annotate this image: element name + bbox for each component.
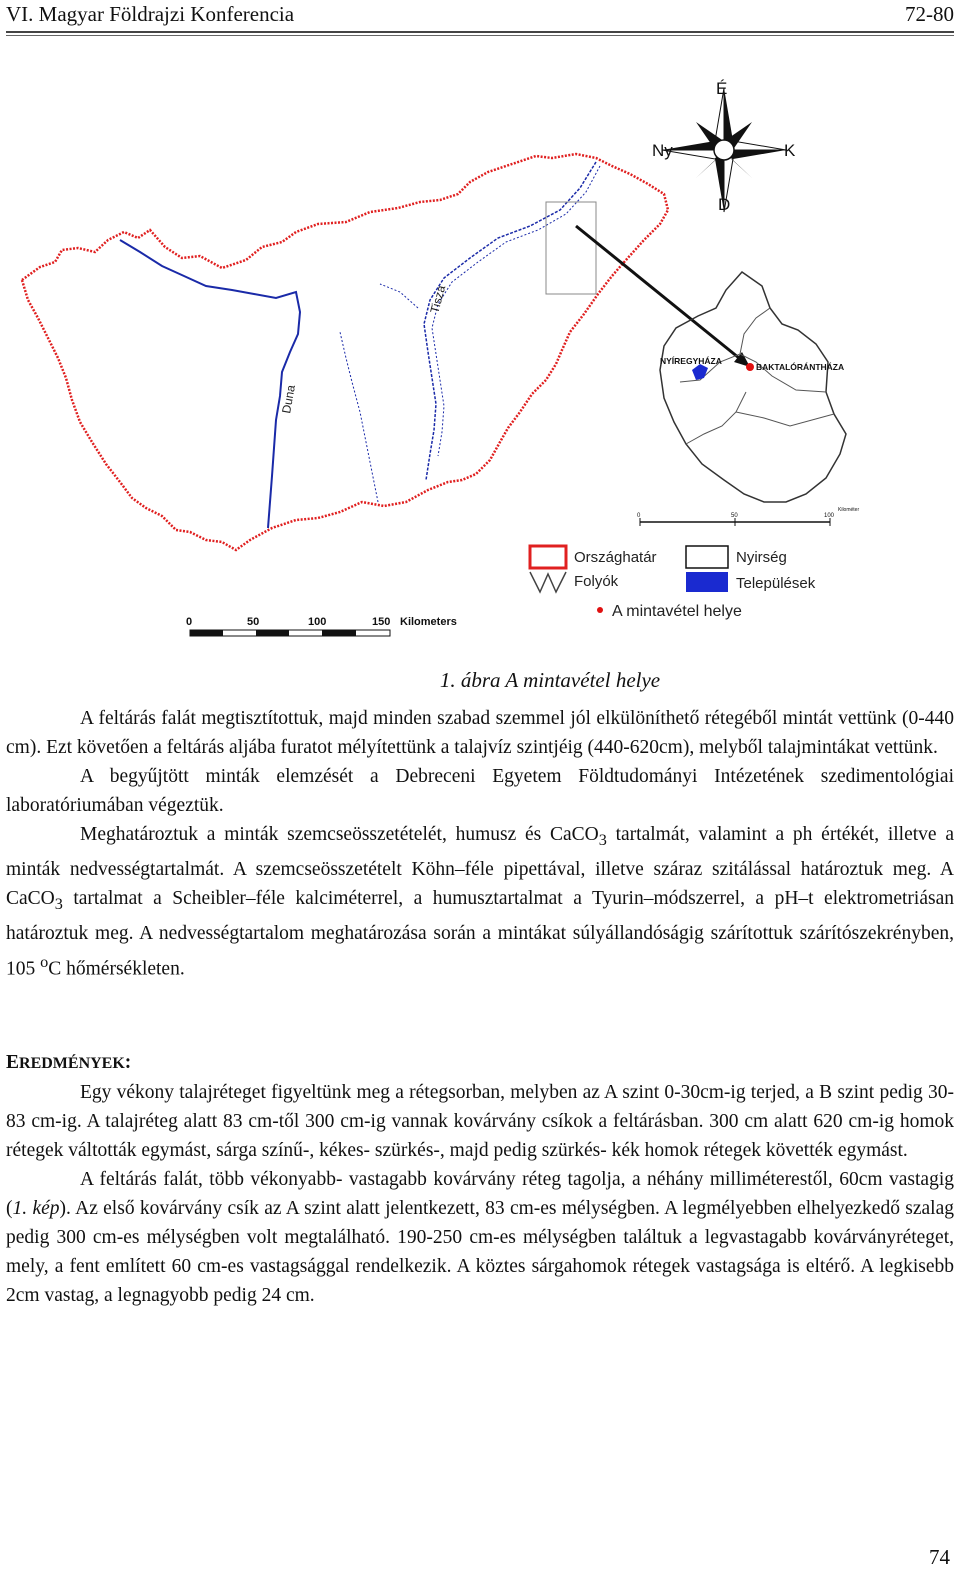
river-minor	[380, 284, 418, 308]
legend-label-sample: A mintavétel helye	[612, 603, 742, 620]
compass-north: É	[716, 79, 728, 98]
nyirseg-inner	[736, 412, 834, 426]
legend-label-border: Országhatár	[574, 549, 657, 566]
svg-text:0: 0	[637, 513, 641, 519]
river-duna	[120, 240, 300, 528]
legend-label-rivers: Folyók	[574, 573, 619, 590]
location-map	[0, 62, 960, 662]
header-rule	[6, 31, 954, 33]
svg-text:Kilométer: Kilométer	[838, 507, 860, 513]
settlement-nyiregyhaza	[692, 364, 708, 380]
town-label-nyiregyhaza: NYÍREGYHÁZA	[660, 356, 722, 366]
river-label-duna: Duna	[279, 383, 298, 415]
river-minor	[340, 332, 378, 502]
compass-south: D	[718, 195, 731, 214]
paragraph-2: A begyűjtött minták elemzését a Debreceni Egyetem Földtudományi Intézetének szedimentológiai laboratóriumában végeztük.	[6, 766, 954, 816]
header-rule-thin	[6, 35, 954, 36]
pointer-arrow	[576, 226, 744, 362]
river-tisza-bank	[432, 166, 600, 456]
page-number: 74	[929, 1545, 950, 1569]
map-legend	[530, 546, 816, 620]
body-text-upper	[6, 704, 954, 983]
svg-text:50: 50	[247, 616, 260, 628]
svg-text:150: 150	[372, 616, 391, 628]
conference-title: VI. Magyar Földrajzi Konferencia	[6, 2, 295, 26]
page-range: 72-80	[905, 2, 954, 26]
town-label-baktaloranthaza: BAKTALÓRÁNTHÁZA	[756, 362, 845, 372]
svg-text:50: 50	[731, 513, 738, 519]
compass-west: Ny	[652, 141, 673, 160]
body-text-lower	[6, 1048, 954, 1310]
section-heading: EREDMÉNYEK:	[6, 1052, 132, 1073]
legend-swatch-nyirseg	[686, 546, 728, 568]
svg-text:100: 100	[308, 616, 327, 628]
figure-caption: 1. ábra A mintavétel helye	[439, 668, 661, 692]
paragraph-5: A feltárás falát, több vékonyabb- vastagabb kovárvány réteg tagolja, a néhány milliméterestől, 60cm vastagig (1. kép). Az első kovárvány csík az A szint alatt jelentkezett, 83 cm-es mélységben. A legmélyebben elhelyezkedő szalag pedig 300 cm-es mélységben volt megtalálható. 190-250 cm-es mélységben találtuk a legvastagabb kovárványréteget, mely, a fent említett 60 cm-es vastagsággal rendelkezik. A köztes sárgahomok rétegek vastagsága is eltérő. A legkisebb 2cm vastag, a legnagyobb pedig 24 cm.	[6, 1169, 954, 1306]
paragraph-4: Egy vékony talajréteget figyeltünk meg a rétegsorban, melyben az A szint 0-30cm-ig terjed, a B szint pedig 30-83 cm-ig. A talajréteg alatt 83 cm-től 300 cm-ig vannak kovárvány csíkok a feltárásban. 300 cm alatt 620 cm-ig homok rétegek váltották egymást, sárga színű-, kékes- szürkés-, majd pedig szürkés- kék homok rétegek követték egymást.	[6, 1082, 954, 1161]
svg-text:Kilometers: Kilometers	[400, 616, 457, 628]
nyirseg-outline	[660, 272, 846, 502]
legend-label-nyirseg: Nyirség	[736, 549, 787, 566]
river-label-tisza: Tisza	[427, 283, 449, 315]
study-region-rect	[546, 202, 596, 294]
paragraph-1: A feltárás falát megtisztítottuk, majd minden szabad szemmel jól elkülöníthető rétegéből mintát vettünk (0-440 cm). Ezt követően a feltárás aljába furatot mélyítettünk a talajvíz szintjéig (440-620cm), melyből talajmintákat vettünk.	[6, 708, 954, 758]
nyirseg-inner	[686, 392, 746, 444]
svg-text:0: 0	[186, 616, 193, 628]
sample-site-marker	[746, 363, 754, 371]
scale-bar	[186, 616, 457, 636]
compass-rose	[662, 88, 786, 212]
nyirseg-inner	[740, 308, 770, 354]
legend-swatch-rivers	[530, 572, 566, 592]
running-header	[6, 0, 954, 34]
legend-swatch-settlements	[686, 572, 728, 592]
location-map-figure	[0, 62, 960, 662]
paragraph-3: Meghatároztuk a minták szemcseösszetételét, humusz és CaCO$_3$ tartalmát, valamint a ph értékét, illetve a minták nedvességtartalmát. A szemcseösszetételt Köhn–féle pipettával, illetve száraz szitálással határoztuk meg. A CaCO$_3$ tartalmat a Scheibler–féle kalciméterrel, a humusztartalmat a Tyurin–módszerrel, a pH–t elektrometriásan határoztuk meg. A nedvességtartalom meghatározása során a mintákat súlyállandóságig szárítottuk szárítószekrényben, 105 $^o$C hőmérsékleten.	[6, 824, 954, 980]
legend-swatch-border	[530, 546, 566, 568]
legend-label-settlements: Települések	[736, 575, 816, 592]
legend-swatch-sample	[597, 607, 603, 613]
svg-text:100: 100	[824, 513, 835, 519]
inset-scale-bar	[637, 507, 859, 526]
figure-reference: 1. kép	[12, 1198, 60, 1219]
compass-east: K	[784, 141, 796, 160]
